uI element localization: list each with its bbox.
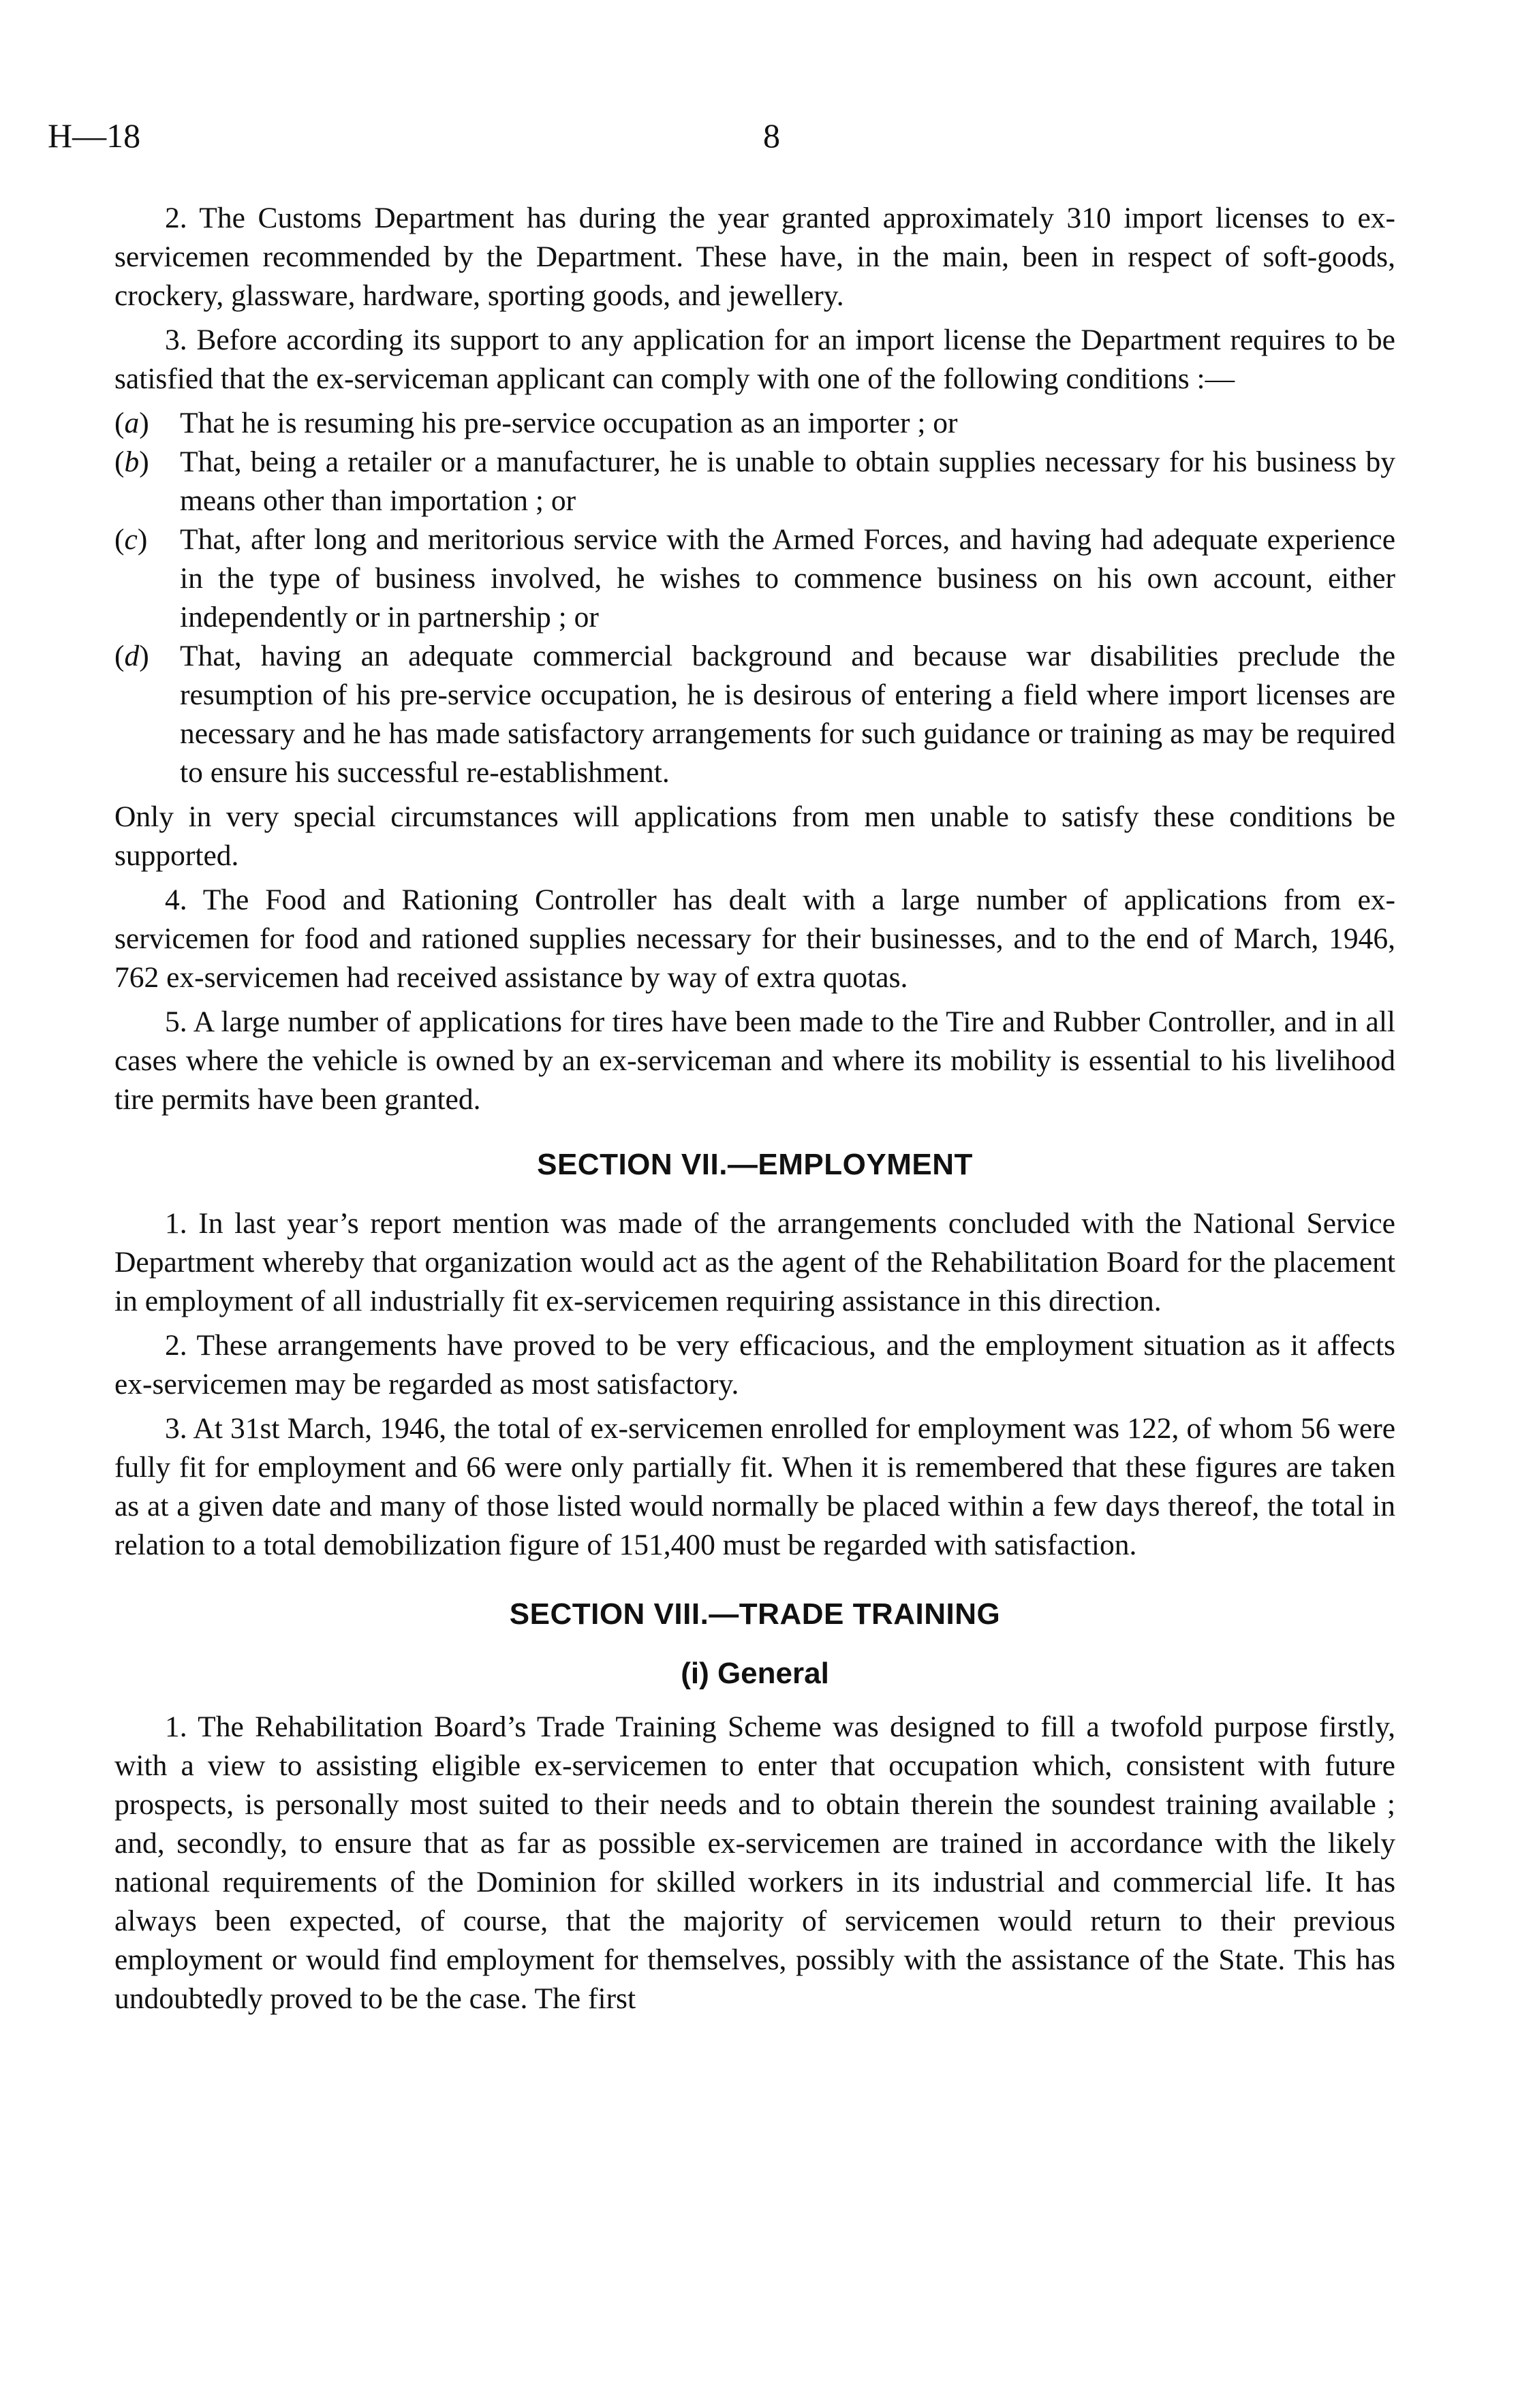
subheading-general: (i) General bbox=[681, 1657, 829, 1690]
condition-label: a bbox=[124, 407, 140, 439]
condition-item: (b) That, being a retailer or a manufacturer, he is unable to obtain supplies necessary for his business by means other than importation ; or bbox=[114, 443, 1395, 520]
condition-text: That, having an adequate commercial background and because war disabilities preclude the resumption of his pre-service occupation, he is desirous of entering a field where import licenses are necessary and he has made satisfactory arrangements for such guidance or training as may be required to ensure his successful re-establishment. bbox=[180, 640, 1395, 789]
paragraph-tires: 5. A large number of applications for tires have been made to the Tire and Rubber Controller, and in all cases where the vehicle is owned by an ex-serviceman and where its mobility is essential to his livelihood tire permits have been granted. bbox=[114, 1005, 1395, 1116]
page-number: 8 bbox=[763, 116, 780, 155]
condition-text: That he is resuming his pre-service occupation as an importer ; or bbox=[180, 407, 958, 439]
condition-label: c bbox=[124, 523, 138, 556]
paragraph-food-rationing: 4. The Food and Rationing Controller has dealt with a large number of applications from ex-servicemen for food and rationed supplies necessary for their businesses, and to the end of March, 1946, 762 ex-servicemen had received assistance by way of extra quotas. bbox=[114, 884, 1395, 994]
paragraph-employment-1: 1. In last year’s report mention was made of the arrangements concluded with the National Service Department whereby that organization would act as the agent of the Rehabilitation Board for the placement in employment of all industrially fit ex-servicemen requiring assistance in this direction. bbox=[114, 1207, 1395, 1317]
document-reference: H—18 bbox=[48, 116, 141, 155]
condition-text: That, being a retailer or a manufacturer, he is unable to obtain supplies necessary for his business by means other than importation ; or bbox=[180, 445, 1395, 517]
section-heading-employment: SECTION VII.—EMPLOYMENT bbox=[537, 1148, 973, 1181]
paragraph-import-license: 3. Before according its support to any application for an import license the Department requires to be satisfied that the ex-serviceman applicant can comply with one of the following conditions :— bbox=[114, 324, 1395, 395]
condition-item: (a) That he is resuming his pre-service occupation as an importer ; or bbox=[114, 404, 1395, 443]
paragraph-trade-training-1: 1. The Rehabilitation Board’s Trade Training Scheme was designed to fill a twofold purpose firstly, with a view to assisting eligible ex-servicemen to enter that occupation which, consistent with future prospects, is personally most suited to their needs and to obtain therein the soundest training available ; and, secondly, to ensure that as far as possible ex-servicemen are trained in accordance with the likely national requirements of the Dominion for skilled workers in its industrial and commercial life. It has always been expected, of course, that the majority of servicemen would return to their previous employment or would find employment for themselves, possibly with the assistance of the State. This has undoubtedly proved to be the case. The first bbox=[114, 1710, 1395, 2015]
paragraph-employment-3: 3. At 31st March, 1946, the total of ex-servicemen enrolled for employment was 122, of whom 56 were fully fit for employment and 66 were only partially fit. When it is remembered that these figures are taken as at a given date and many of those listed would normally be placed within a few days thereof, the total in relation to a total demobilization figure of 151,400 must be regarded with satisfaction. bbox=[114, 1412, 1395, 1561]
condition-text: That, after long and meritorious service with the Armed Forces, and having had adequate experience in the type of business involved, he wishes to commence business on his own account, either independently or in partnership ; or bbox=[180, 523, 1395, 634]
section-heading-trade-training: SECTION VIII.—TRADE TRAINING bbox=[509, 1597, 1001, 1631]
condition-label: b bbox=[124, 445, 140, 478]
paragraph-special-circumstances: Only in very special circumstances will applications from men unable to satisfy these conditions be supported. bbox=[114, 800, 1395, 872]
paragraph-employment-2: 2. These arrangements have proved to be very efficacious, and the employment situation as it affects ex-servicemen may be regarded as most satisfactory. bbox=[114, 1329, 1395, 1401]
document-body bbox=[114, 199, 1395, 2024]
page-header bbox=[48, 116, 1410, 163]
condition-item: (d) That, having an adequate commercial background and because war disabilities preclude the resumption of his pre-service occupation, he is desirous of entering a field where import licenses are necessary and he has made satisfactory arrangements for such guidance or training as may be required to ensure his successful re-establishment. bbox=[114, 637, 1395, 792]
condition-label: d bbox=[124, 640, 140, 672]
condition-item: (c) That, after long and meritorious service with the Armed Forces, and having had adequate experience in the type of business involved, he wishes to commence business on his own account, either independently or in partnership ; or bbox=[114, 520, 1395, 637]
paragraph-customs: 2. The Customs Department has during the year granted approximately 310 import licenses to ex-servicemen recommended by the Department. These have, in the main, been in respect of soft-goods, crockery, glassware, hardware, sporting goods, and jewellery. bbox=[114, 202, 1395, 312]
conditions-list bbox=[114, 404, 1395, 792]
